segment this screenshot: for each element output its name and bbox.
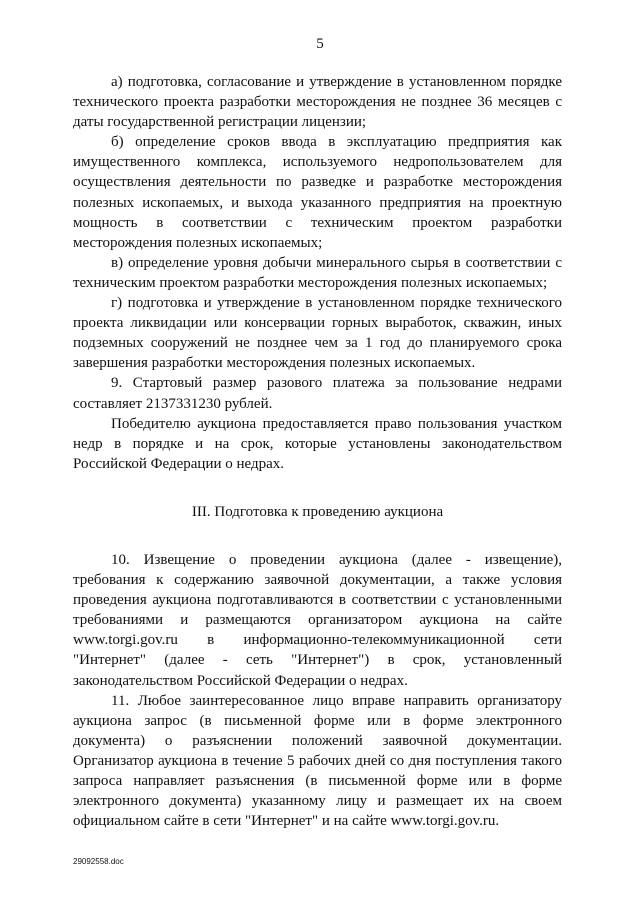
paragraph-a: а) подготовка, согласование и утверждение в установленном порядке технического проекта разработки месторождения не позднее 36 месяцев с даты государственной регистрации лицензии; bbox=[73, 74, 562, 131]
footer-filename: 29092558.doc bbox=[73, 857, 124, 866]
paragraph-v: в) определение уровня добычи минерального сырья в соответствии с техническим проектом разработки месторождения полезных ископаемых; bbox=[73, 254, 562, 291]
paragraph-9: 9. Стартовый размер разового платежа за пользование недрами составляет 2137331230 рублей. bbox=[73, 375, 562, 412]
document-body bbox=[73, 72, 562, 831]
section-heading: III. Подготовка к проведению аукциона bbox=[191, 503, 444, 520]
paragraph-winner-right: Победителю аукциона предоставляется право пользования участком недр в порядке и на срок, которые установлены законодательством Российской Федерации о недрах. bbox=[73, 415, 562, 472]
page-number: 5 bbox=[316, 36, 324, 52]
paragraph-g: г) подготовка и утверждение в установленном порядке технического проекта ликвидации или консервации горных выработок, скважин, иных подземных сооружений не позднее чем за 1 год до планируемого срока завершения разработки месторождения полезных ископаемых. bbox=[73, 295, 562, 372]
paragraph-11: 11. Любое заинтересованное лицо вправе направить организатору аукциона запрос (в письменной форме или в форме электронного документа) о разъяснении положений заявочной документации. Организатор аукциона в течение 5 рабочих дней со дня поступления такого запроса направляет разъяснения (в письменной форме или в форме электронного документа) указанному лицу и размещает их на своем официальном сайте в сети "Интернет" и на сайте www.torgi.gov.ru. bbox=[73, 692, 562, 830]
paragraph-b: б) определение сроков ввода в эксплуатацию предприятия как имущественного комплекса, используемого недропользователем для осуществления деятельности по разведке и разработке месторождения полезных ископаемых, и выхода указанного предприятия на проектную мощность в соответствии с техническим проектом разработки месторождения полезных ископаемых; bbox=[73, 134, 562, 251]
paragraph-10: 10. Извещение о проведении аукциона (далее - извещение), требования к содержанию заявочной документации, а также условия проведения аукциона подготавливаются в соответствии с установленными требованиями и размещаются организатором аукциона на сайте www.torgi.gov.ru в информационно-телекоммуникационной сети "Интернет" (далее - сеть "Интернет") в срок, установленный законодательством Российской Федерации о недрах. bbox=[73, 551, 562, 689]
